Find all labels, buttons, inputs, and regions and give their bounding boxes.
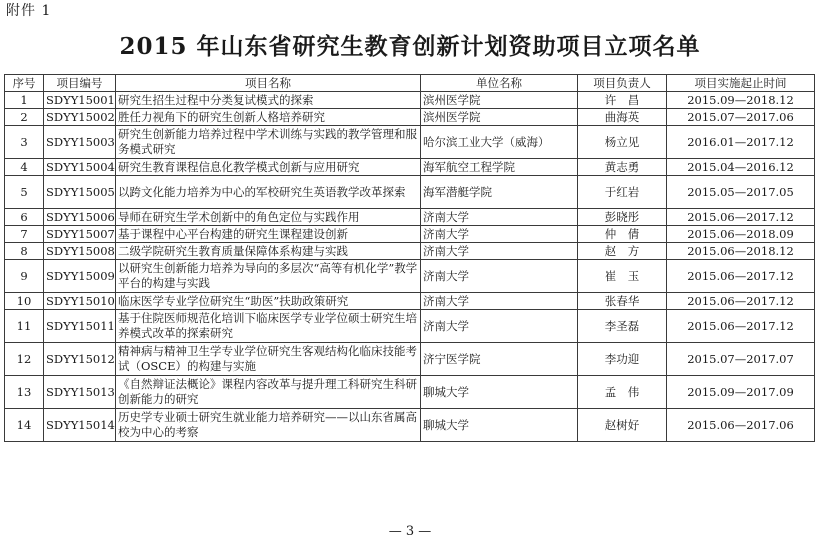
cell-no: 10 (5, 293, 44, 310)
table-row (5, 126, 815, 159)
cell-name: 以跨文化能力培养为中心的军校研究生英语教学改革探索 (116, 176, 421, 209)
cell-code: SDYY15001 (44, 92, 116, 109)
cell-no: 9 (5, 260, 44, 293)
cell-period: 2015.06—2018.09 (667, 226, 815, 243)
cell-leader: 赵 方 (578, 243, 667, 260)
cell-code: SDYY15012 (44, 343, 116, 376)
header-no: 序号 (5, 75, 44, 92)
cell-name: 二级学院研究生教育质量保障体系构建与实践 (116, 243, 421, 260)
cell-unit: 滨州医学院 (421, 92, 578, 109)
attachment-label: 附件 1 (6, 3, 52, 19)
cell-period: 2015.06—2018.12 (667, 243, 815, 260)
cell-no: 6 (5, 209, 44, 226)
header-code: 项目编号 (44, 75, 116, 92)
cell-no: 8 (5, 243, 44, 260)
cell-unit: 济南大学 (421, 293, 578, 310)
table-row (5, 176, 815, 209)
cell-leader: 黄志勇 (578, 159, 667, 176)
table-row (5, 209, 815, 226)
cell-name: 以研究生创新能力培养为导向的多层次“高等有机化学”教学平台的构建与实践 (116, 260, 421, 293)
cell-unit: 聊城大学 (421, 409, 578, 442)
cell-no: 14 (5, 409, 44, 442)
cell-unit: 济南大学 (421, 209, 578, 226)
table-row (5, 226, 815, 243)
cell-period: 2016.01—2017.12 (667, 126, 815, 159)
cell-unit: 滨州医学院 (421, 109, 578, 126)
cell-name: 研究生招生过程中分类复试模式的探索 (116, 92, 421, 109)
cell-no: 5 (5, 176, 44, 209)
cell-name: 研究生创新能力培养过程中学术训练与实践的教学管理和服务模式研究 (116, 126, 421, 159)
cell-leader: 张春华 (578, 293, 667, 310)
cell-name: 基于住院医师规范化培训下临床医学专业学位硕士研究生培养模式改革的探索研究 (116, 310, 421, 343)
cell-code: SDYY15002 (44, 109, 116, 126)
table-row (5, 343, 815, 376)
cell-period: 2015.07—2017.06 (667, 109, 815, 126)
header-unit: 单位名称 (421, 75, 578, 92)
cell-unit: 海军航空工程学院 (421, 159, 578, 176)
cell-no: 7 (5, 226, 44, 243)
cell-leader: 彭晓彤 (578, 209, 667, 226)
cell-name: 精神病与精神卫生学专业学位研究生客观结构化临床技能考试（OSCE）的构建与实施 (116, 343, 421, 376)
cell-code: SDYY15008 (44, 243, 116, 260)
table-row (5, 376, 815, 409)
cell-unit: 济南大学 (421, 226, 578, 243)
cell-unit: 哈尔滨工业大学（威海） (421, 126, 578, 159)
cell-leader: 许 昌 (578, 92, 667, 109)
cell-name: 历史学专业硕士研究生就业能力培养研究——以山东省属高校为中心的考察 (116, 409, 421, 442)
cell-unit: 海军潜艇学院 (421, 176, 578, 209)
cell-code: SDYY15005 (44, 176, 116, 209)
cell-code: SDYY15007 (44, 226, 116, 243)
cell-period: 2015.06—2017.12 (667, 293, 815, 310)
cell-no: 2 (5, 109, 44, 126)
cell-code: SDYY15009 (44, 260, 116, 293)
header-leader: 项目负责人 (578, 75, 667, 92)
cell-period: 2015.06—2017.12 (667, 260, 815, 293)
cell-period: 2015.04—2016.12 (667, 159, 815, 176)
cell-leader: 崔 玉 (578, 260, 667, 293)
table-header-row (5, 75, 815, 92)
cell-no: 3 (5, 126, 44, 159)
cell-code: SDYY15003 (44, 126, 116, 159)
cell-code: SDYY15014 (44, 409, 116, 442)
cell-code: SDYY15013 (44, 376, 116, 409)
table-row (5, 109, 815, 126)
cell-leader: 仲 倩 (578, 226, 667, 243)
cell-leader: 于红岩 (578, 176, 667, 209)
cell-period: 2015.06—2017.12 (667, 310, 815, 343)
cell-leader: 孟 伟 (578, 376, 667, 409)
cell-leader: 李圣磊 (578, 310, 667, 343)
cell-no: 4 (5, 159, 44, 176)
table-row (5, 409, 815, 442)
cell-unit: 济南大学 (421, 260, 578, 293)
cell-leader: 曲海英 (578, 109, 667, 126)
cell-code: SDYY15011 (44, 310, 116, 343)
cell-period: 2015.06—2017.06 (667, 409, 815, 442)
cell-leader: 杨立见 (578, 126, 667, 159)
cell-name: 研究生教育课程信息化教学模式创新与应用研究 (116, 159, 421, 176)
cell-name: 基于课程中心平台构建的研究生课程建设创新 (116, 226, 421, 243)
cell-period: 2015.09—2017.09 (667, 376, 815, 409)
table-row (5, 243, 815, 260)
cell-period: 2015.09—2018.12 (667, 92, 815, 109)
cell-no: 1 (5, 92, 44, 109)
table-row (5, 159, 815, 176)
header-name: 项目名称 (116, 75, 421, 92)
cell-leader: 赵树好 (578, 409, 667, 442)
project-table (4, 74, 815, 442)
cell-unit: 济南大学 (421, 310, 578, 343)
cell-unit: 聊城大学 (421, 376, 578, 409)
cell-name: 胜任力视角下的研究生创新人格培养研究 (116, 109, 421, 126)
table-row (5, 260, 815, 293)
page-number: — 3 — (388, 524, 432, 539)
cell-unit: 济宁医学院 (421, 343, 578, 376)
cell-name: 临床医学专业学位研究生“助医”扶助政策研究 (116, 293, 421, 310)
cell-period: 2015.07—2017.07 (667, 343, 815, 376)
table-row (5, 92, 815, 109)
header-period: 项目实施起止时间 (667, 75, 815, 92)
cell-period: 2015.06—2017.12 (667, 209, 815, 226)
table-row (5, 310, 815, 343)
cell-no: 11 (5, 310, 44, 343)
cell-code: SDYY15006 (44, 209, 116, 226)
cell-no: 12 (5, 343, 44, 376)
document-title: 2015 年山东省研究生教育创新计划资助项目立项名单 (119, 33, 701, 60)
cell-period: 2015.05—2017.05 (667, 176, 815, 209)
cell-no: 13 (5, 376, 44, 409)
cell-name: 《自然辩证法概论》课程内容改革与提升理工科研究生科研创新能力的研究 (116, 376, 421, 409)
cell-unit: 济南大学 (421, 243, 578, 260)
table-row (5, 293, 815, 310)
cell-name: 导师在研究生学术创新中的角色定位与实践作用 (116, 209, 421, 226)
cell-code: SDYY15010 (44, 293, 116, 310)
cell-code: SDYY15004 (44, 159, 116, 176)
cell-leader: 李功迎 (578, 343, 667, 376)
